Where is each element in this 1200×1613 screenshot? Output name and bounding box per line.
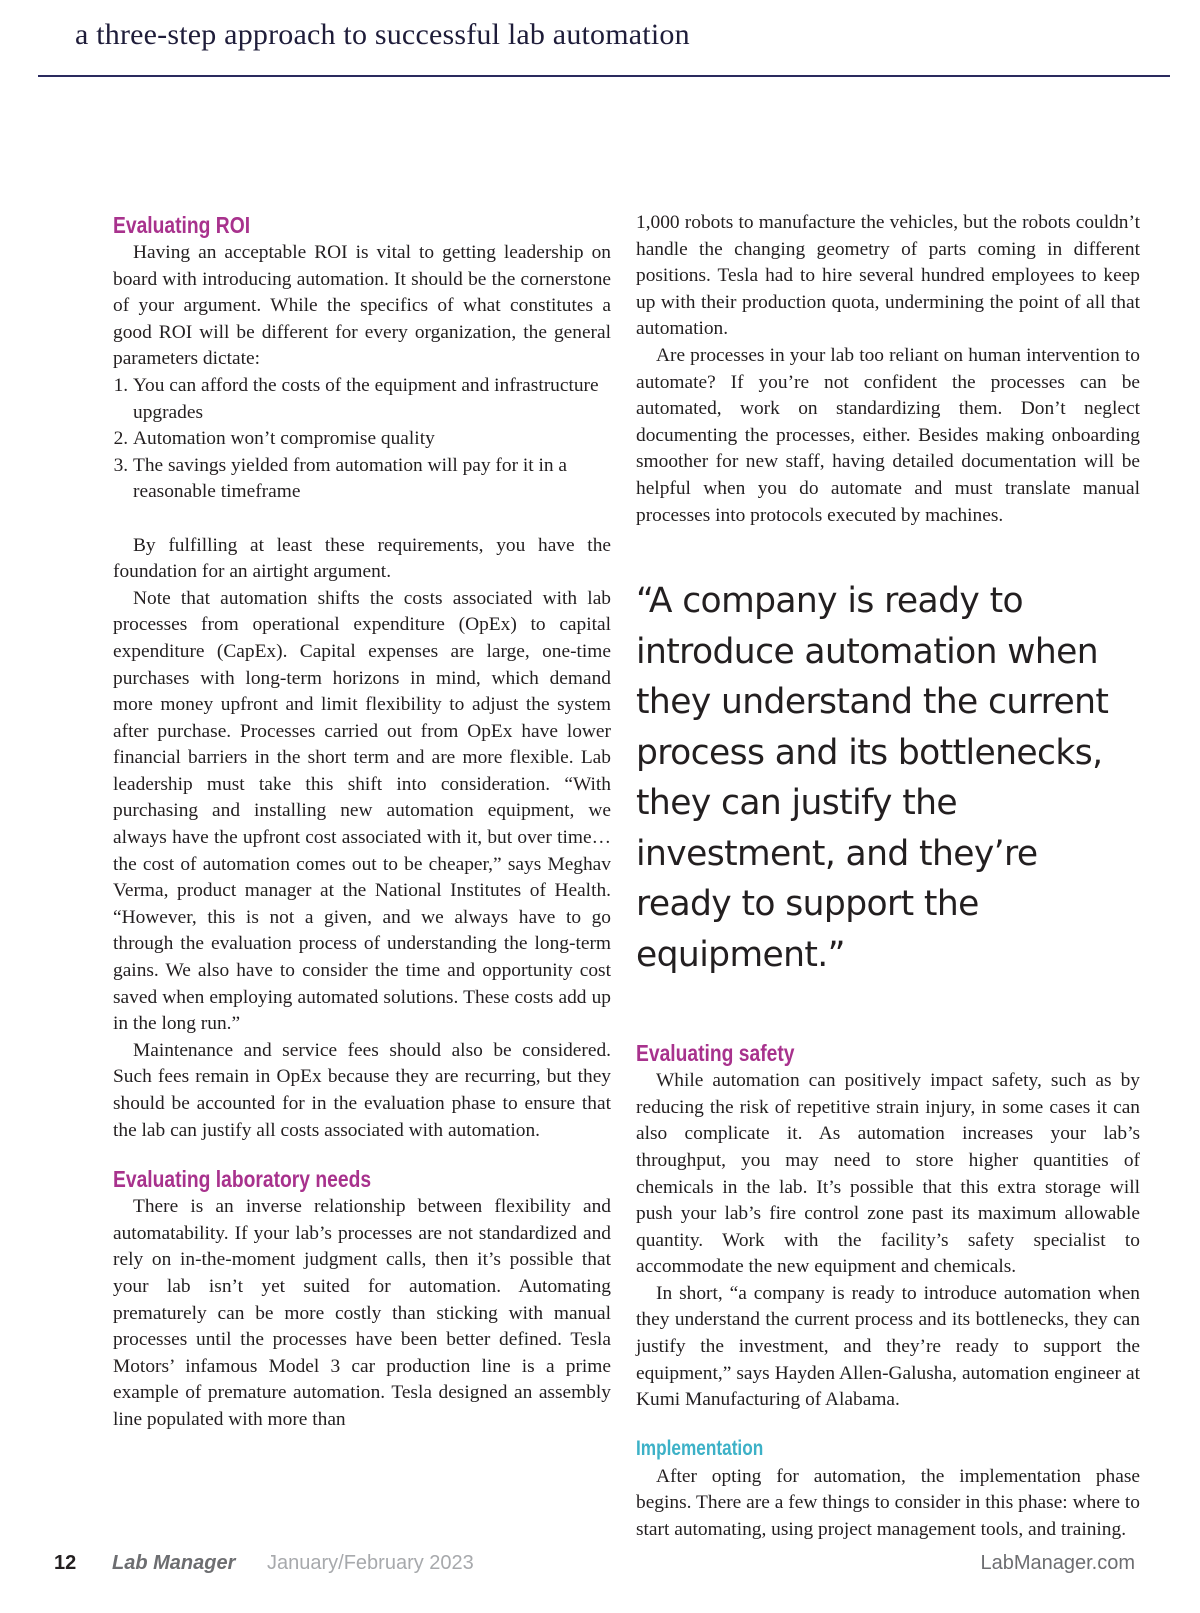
page-footer (0, 1552, 1200, 1582)
right-column (636, 210, 1140, 1544)
heading-evaluating-roi: Evaluating ROI (113, 212, 251, 238)
pull-quote: “A company is ready to introduce automation when they understand the current process and its bottlenecks, they can justify the investment, and they’re ready to support the equipment.” (636, 581, 1109, 975)
roi-paragraph-3: Note that automation shifts the costs associated with lab processes from operational expenditure (OpEx) to capital expenditure (CapEx). Capital expenses are large, one-time purchases with long-term horizons in mind, which demand more money upfront and limit flexibility to adjust the system after purchase. Processes carried out from OpEx have lower financial barriers in the short term and are more flexible. Lab leadership must take this shift into consideration. “With purchasing and installing new automation equipment, we always have the upfront cost associated with it, but over time…the cost of automation comes out to be cheaper,” says Meghav Verma, product manager at the National Institutes of Health. “However, this is not a given, and we always have to go through the evaluation process of understanding the long-term gains. We also have to consider the time and opportunity cost saved when employing automated solutions. These costs add up in the long run.” (113, 587, 611, 1035)
implementation-paragraph-1: After opting for automation, the implementation phase begins. There are a few things to consider in this phase: where to start automating, using project management tools, and training. (636, 1465, 1140, 1541)
roi-paragraph-4: Maintenance and service fees should also be considered. Such fees remain in OpEx because they are recurring, but they should be accounted for in the evaluation phase to ensure that the lab can justify all costs associated with automation. (113, 1039, 611, 1141)
magazine-name: Lab Manager (112, 1552, 236, 1574)
issue-date: January/February 2023 (267, 1552, 474, 1574)
safety-paragraph-2: In short, “a company is ready to introduce automation when they understand the current process and its bottlenecks, they can justify the investment, and they’re ready to support the equipment,” says Hayden Allen-Galusha, automation engineer at Kumi Manufacturing of Alabama. (636, 1282, 1140, 1411)
list-item: 2. Automation won’t compromise quality (133, 426, 611, 453)
roi-requirements-list (113, 373, 611, 506)
safety-paragraph-1: While automation can positively impact safety, such as by reducing the risk of repetitive strain injury, in some cases it can also complicate it. As automation increases your lab’s throughput, you may need to store higher quantities of chemicals in the lab. It’s possible that this extra storage will push your lab’s fire control zone past its maximum allowable quantity. Work with the facility’s safety specialist to accommodate the new equipment and chemicals. (636, 1070, 1140, 1278)
continued-paragraph: 1,000 robots to manufacture the vehicles, but the robots couldn’t handle the changing geometry of parts coming in different positions. Tesla had to hire several hundred employees to keep up with their production quota, undermining the point of all that automation. (636, 212, 1140, 340)
running-title: a three-step approach to successful lab automation (75, 18, 690, 51)
heading-evaluating-lab-needs: Evaluating laboratory needs (113, 1166, 372, 1193)
needs-paragraph-1: There is an inverse relationship between flexibility and automatability. If your lab’s processes are not standardized and rely on in-the-moment judgment calls, then it’s possible that your lab isn’t yet suited for automation. Automating prematurely can be more costly than sticking with manual processes until the processes have been better defined. Tesla Motors’ infamous Model 3 car production line is a prime example of premature automation. Tesla designed an assembly line populated with more than (113, 1196, 611, 1430)
roi-paragraph-1: Having an acceptable ROI is vital to getting leadership on board with introducing automation. It should be the cornerstone of your argument. While the specifics of what constitutes a good ROI will be different for every organization, the general parameters dictate: (113, 242, 611, 370)
needs-paragraph-2: Are processes in your lab too reliant on human intervention to automate? If you’re not confident the processes can be automated, work on standardizing them. Don’t neglect documenting the processes, either. Besides making onboarding smoother for new staff, having detailed documentation will be helpful when you do automate and must translate manual processes into protocols executed by machines. (636, 344, 1140, 526)
list-item: 1. You can afford the costs of the equipment and infrastructure upgrades (133, 373, 611, 426)
heading-evaluating-safety: Evaluating safety (636, 1040, 795, 1067)
list-item: 3. The savings yielded from automation will pay for it in a reasonable timeframe (133, 453, 611, 506)
heading-implementation: Implementation (636, 1436, 764, 1460)
roi-paragraph-2: By fulfilling at least these requirements, you have the foundation for an airtight argument. (113, 534, 611, 583)
website-link[interactable]: LabManager.com (980, 1552, 1135, 1574)
header-rule (38, 75, 1170, 77)
left-column (113, 210, 611, 1434)
page-number: 12 (54, 1552, 77, 1574)
